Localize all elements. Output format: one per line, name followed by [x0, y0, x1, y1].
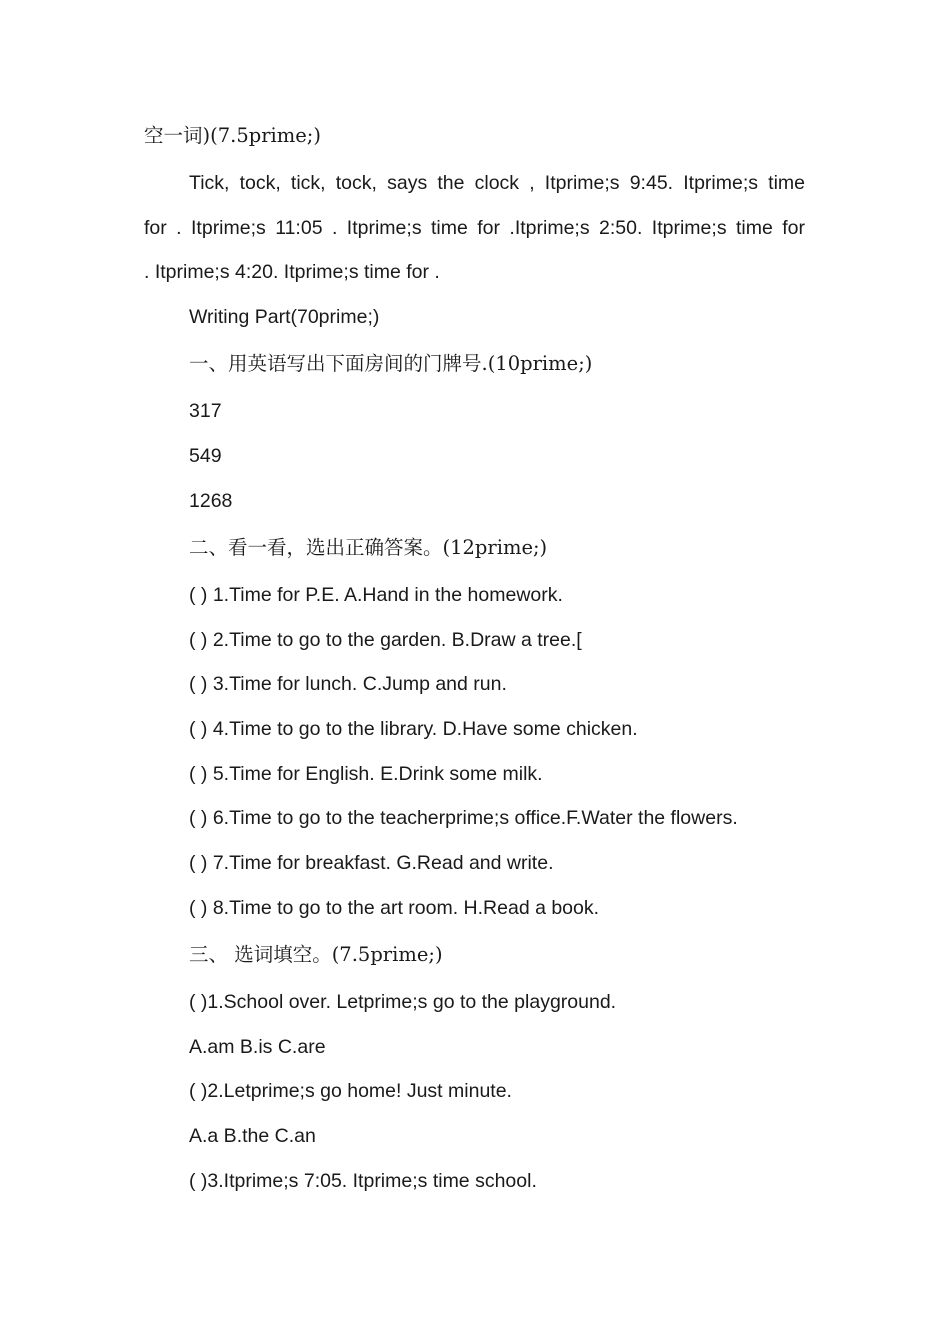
match-item-4: ( ) 4.Time to go to the library. D.Have some chicken.: [189, 718, 638, 740]
room-number-549: 549: [189, 445, 222, 467]
match-item-1: ( ) 1.Time for P.E. A.Hand in the homework.: [189, 584, 563, 606]
room-number-317: 317: [189, 400, 222, 422]
match-item-6: ( ) 6.Time to go to the teacherprime;s office.F.Water the flowers.: [189, 807, 738, 829]
text-line-cloze-header: 空一词)(7.5prime;): [144, 124, 321, 147]
match-item-2: ( ) 2.Time to go to the garden. B.Draw a tree.[: [189, 629, 582, 651]
section-title-room-numbers: 一、用英语写出下面房间的门牌号.(10prime;): [189, 352, 593, 375]
fill-question-3: ( )3.Itprime;s 7:05. Itprime;s time school.: [189, 1170, 537, 1192]
section-title-fill-words: 三、 选词填空。(7.5prime;): [189, 943, 443, 966]
section-title-writing-part: Writing Part(70prime;): [189, 306, 380, 328]
fill-question-2: ( )2.Letprime;s go home! Just minute.: [189, 1080, 512, 1102]
room-number-1268: 1268: [189, 490, 233, 512]
fill-options-1: A.am B.is C.are: [189, 1036, 326, 1058]
match-item-3: ( ) 3.Time for lunch. C.Jump and run.: [189, 673, 507, 695]
text-line-clock-paragraph-2: for . Itprime;s 11:05 . Itprime;s time for .Itprime;s 2:50. Itprime;s time for: [144, 217, 805, 239]
fill-options-2: A.a B.the C.an: [189, 1125, 316, 1147]
text-line-clock-paragraph-3: . Itprime;s 4:20. Itprime;s time for .: [144, 261, 440, 283]
fill-question-1: ( )1.School over. Letprime;s go to the playground.: [189, 991, 617, 1013]
match-item-8: ( ) 8.Time to go to the art room. H.Read a book.: [189, 897, 600, 919]
text-line-clock-paragraph-1: Tick, tock, tick, tock, says the clock , Itprime;s 9:45. Itprime;s time: [189, 172, 805, 194]
section-title-match-answers: 二、看一看，选出正确答案。(12prime;): [189, 536, 548, 559]
match-item-5: ( ) 5.Time for English. E.Drink some milk.: [189, 763, 543, 785]
match-item-7: ( ) 7.Time for breakfast. G.Read and write.: [189, 852, 554, 874]
